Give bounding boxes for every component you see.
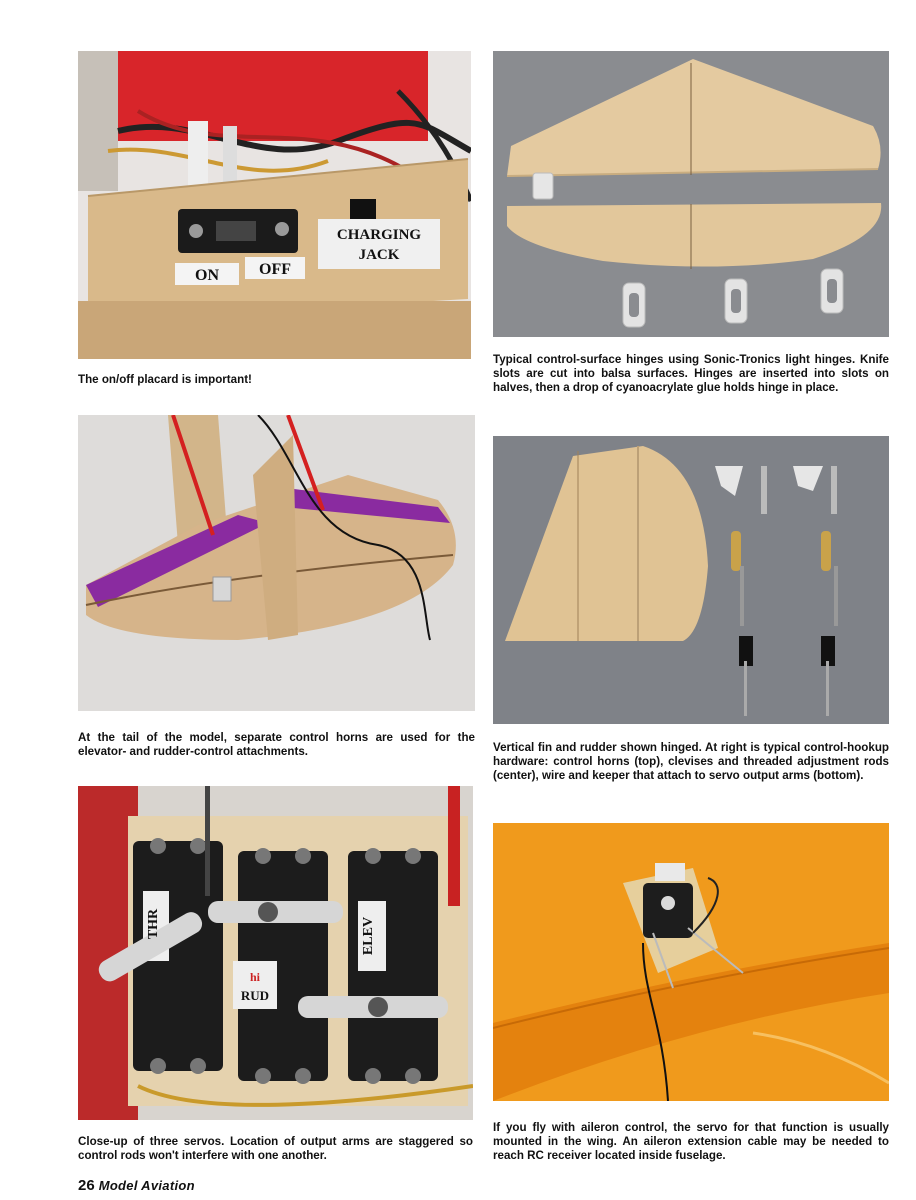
photo-tail [78, 415, 475, 711]
photo-onoff-switch [78, 51, 471, 359]
caption-tail: At the tail of the model, separate control horns are used for the elevator- and rudder-control attachments. [78, 731, 475, 758]
label-rud: RUD [240, 988, 270, 1003]
label-jack: JACK [358, 247, 400, 263]
caption-onoff: The on/off placard is important! [78, 373, 252, 386]
caption-aileron: If you fly with aileron control, the servo for that function is usually mounted in the wing. An aileron extension cable may be needed to reach RC receiver located inside fuselage. [493, 1121, 889, 1162]
photo-fin-hardware [493, 436, 889, 724]
photo-hinges [493, 51, 889, 337]
label-charging: CHARGING [336, 227, 422, 243]
label-thr: THR [146, 908, 161, 940]
label-brand: hi [249, 970, 261, 984]
label-on: ON [195, 267, 219, 284]
caption-servos: Close-up of three servos. Location of output arms are staggered so control rods won't interfere with one another. [78, 1135, 473, 1162]
magazine-name: Model Aviation [98, 1178, 195, 1193]
page-footer [78, 1177, 195, 1194]
photo-servos [78, 786, 473, 1120]
caption-fin: Vertical fin and rudder shown hinged. At right is typical control-hookup hardware: control horns (top), clevises and threaded adjustment rods (center), wire and keeper that attach to servo output arms (bottom). [493, 741, 889, 782]
label-elev: ELEV [361, 916, 376, 956]
label-off: OFF [259, 261, 291, 278]
caption-hinges: Typical control-surface hinges using Sonic-Tronics light hinges. Knife slots are cut into balsa surfaces. Hinges are inserted into slots on halves, then a drop of cyanoacrylate glue holds hinge in place. [493, 353, 889, 394]
page-number: 26 [78, 1177, 95, 1194]
photo-aileron-servo [493, 823, 889, 1101]
